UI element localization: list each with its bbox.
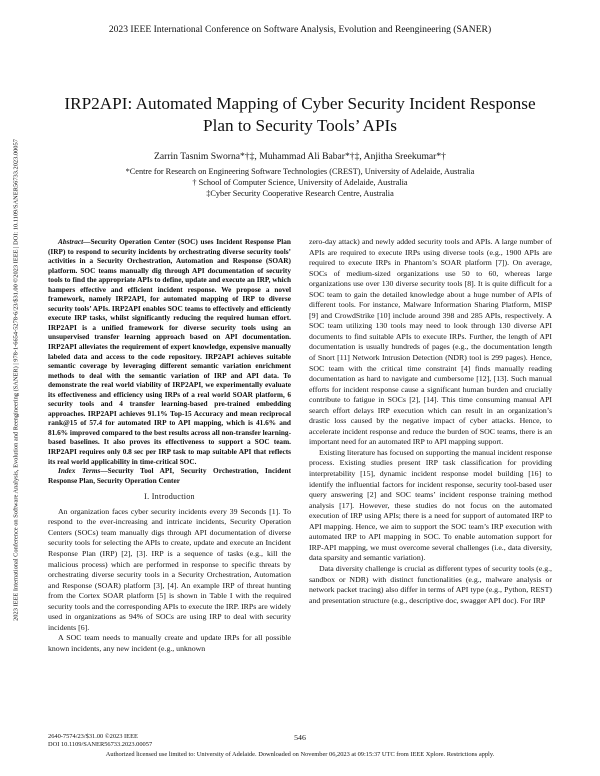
index-terms	[48, 466, 291, 485]
license-notice: Authorized licensed use limited to: University of Adelaide. Downloaded on November 06,2023 at 09:15:37 UTC from IEEE Xplore. Restrictions apply.	[105, 751, 495, 758]
affiliation-crc: ‡Cyber Security Cooperative Research Centre, Australia	[206, 189, 394, 198]
affiliation-school: † School of Computer Science, University of Adelaide, Australia	[192, 178, 408, 187]
body-paragraph: Existing literature has focused on supporting the manual incident response process. Existing studies present IRP task classification for providing interpretability [15], dynamic incident response model building [16] to identify the influential factors for incident response, security tool-based user query answering [2] and SOC teams’ incident response training method analysis [17]. However, these studies do not focus on the automated execution of IRP using APIs; there is a need for support of automated IRP to API mapping. Hence, we aim to support the SOC team’s IRP execution with automated IRP to API mapping in SOC. To enable automation support for IRP-API mapping, we must overcome several challenges (i.e., data diversity, data sparsity and semantic variation).	[309, 447, 552, 563]
left-column	[48, 237, 291, 654]
section-heading-introduction: I. Introduction	[144, 492, 195, 502]
copyright-line: 2640-7574/23/$31.00 ©2023 IEEE	[48, 733, 138, 740]
intro-paragraph: An organization faces cyber security incidents every 39 Seconds [1]. To respond to the ever-increasing and intricate incidents, Security Operation Centers (SOCs) team manually digs through API documentation of diverse security tools for selecting the APIs to create, update and execute an Incident Response Plan (IRP) [2], [3]. IRP is a sequence of tasks (e.g., kill the malicious process) which are performed in response to specific threats by orchestrating diverse security tools in a Security Orchestration, Automation and Response (SOAR) platform [3], [4]. An example IRP of threat hunting from the Cortex SOAR platform [5] is shown in Table I with the required security tools and the corresponding APIs to execute the IRP. IRPs are widely used in organizations as 94% of SOCs are using IRP to deal with security incidents [6].	[48, 506, 291, 632]
doi-line: DOI 10.1109/SANER56733.2023.00057	[48, 741, 153, 749]
body-paragraph: Data diversity challenge is crucial as different types of security tools (e.g., sandbox or NDR) with distinct functionalities (e.g., malware analysis or network packet tracing) also differ in terms of API type (e.g., Python, REST) and presentation structure (e.g., descriptive doc, swagger API doc). For IRP	[309, 563, 552, 605]
index-terms-text: —Security Tool API, Security Orchestration, Incident Response Plan, Security Operation Center	[48, 466, 291, 485]
side-citation-strip	[12, 90, 20, 670]
abstract-label: Abstract	[58, 237, 84, 246]
right-column	[309, 237, 552, 606]
page-number: 546	[294, 733, 306, 742]
index-terms-label: Index Terms	[58, 466, 101, 476]
affiliations	[60, 166, 540, 199]
conference-header: 2023 IEEE International Conference on Software Analysis, Evolution and Reengineering (SANER)	[108, 24, 492, 35]
paper-title: IRP2API: Automated Mapping of Cyber Security Incident Response Plan to Security Tools’ APIs	[64, 94, 536, 135]
abstract	[48, 237, 291, 466]
affiliation-crest: *Centre for Research on Engineering Software Technologies (CREST), University of Adelaide, Australia	[125, 167, 475, 176]
intro-paragraph: A SOC team needs to manually create and update IRPs for all possible known incidents, any new incident (e.g., unknown	[48, 633, 291, 653]
side-citation-text: 2023 IEEE International Conference on Software Analysis, Evolution and Reengineering (SANER) | 978-1-6654-5278-6/23/$31.00 ©2023 IEEE | DOI: 10.1109/SANER56733.2023.00057	[12, 139, 20, 621]
body-paragraph: zero-day attack) and newly added security tools and APIs. A large number of APIs are required to execute IRPs using diverse tools (e.g., 1900 APIs are required to execute IRPs in Phantom’s SOAR platform [7]). On average, SOCs of medium-sized organizations use 50 to 60, whereas large organizations use over 130 diverse security tools [8]. It is quite difficult for a SOC team to gain the detailed knowledge about a huge number of APIs of different tools. For instance, Malware Information Sharing Platform, MISP [9] and CrowdStrike [10] include around 398 and 285 APIs, respectively. A SOC team utilizing 130 tools may need to look through 130 diverse API documents to find suitable APIs to execute IRPs. Further, the length of API documentation is usually hundreds of pages (e.g., the documentation length of Snort [11] Network Intrusion Detection (NDR) tool is 299 pages). Hence, SOC team with the critical time constraint [4] finds manually reading documentation as hard to navigate and cumbersome [12], [13]. Such manual efforts for incident response cause a significant human burden and crucially contribute to fatigue in SOCs [2], [14]. This time consuming manual API search effort delays IRP execution which can result in an organization’s drastic loss caused by the negative impact of cyber attacks. Hence, to accelerate incident response and reduce the burden of SOC teams, there is an important need for an automated IRP to API mapping support.	[309, 237, 552, 447]
abstract-text: —Security Operation Center (SOC) uses Incident Response Plan (IRP) to respond to security incidents by orchestrating diverse security tools’ activities in a Security Orchestration, Automation and Response (SOAR) platform. SOC teams manually dig through API documentation of security tools to find the appropriate APIs to define, update and execute an IRP, which hampers effective and efficient incident response. We propose a novel framework, namely IRP2API, for automated mapping of IRP to diverse security tools’ APIs. IRP2API enables SOC teams to effectively and efficiently execute IRP tasks, whilst significantly reducing the required human effort. IRP2API is a unified framework for diverse security tools using an unsupervised transfer learning approach based on API documentation. IRP2API alleviates the requirement of expert knowledge, expensive manually labeled data and access to the code repository. IRP2API achieves suitable semantic coverage by leveraging different semantic variation enrichment methods to deal with the semantic variation of IRP and API data. To demonstrate the real world viability of IRP2API, we experimentally evaluate its effectiveness and efficiency using IRPs of a real world SOAR platform, 6 security tools and 4 transfer learning-based pre-trained embedding approaches. IRP2API achieves 91.1% Top-15 Accuracy and mean reciprocal rank@15 of 57.4 for automated IRP to API mapping, which is 41.6% and 81.6% improved compared to the best results across all non-transfer learning-based baselines. It also proves its effectiveness to support a SOC team. IRP2API requires only 0.8 sec per IRP task to map suitable API that reflects its real world applicability in time-critical SOC.	[48, 237, 291, 466]
paper-authors: Zarrin Tasnim Sworna*†‡, Muhammad Ali Babar*†‡, Anjitha Sreekumar*†	[154, 151, 446, 162]
